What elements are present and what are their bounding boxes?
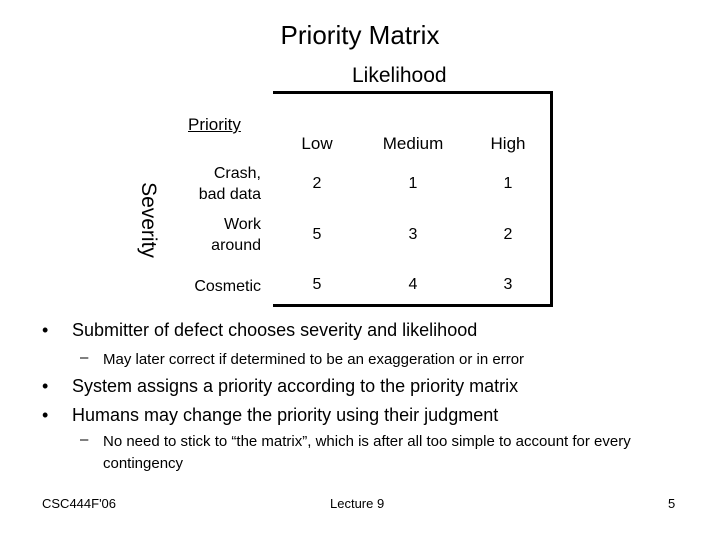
column-header-high: High (490, 134, 526, 153)
matrix-cell: 3 (408, 226, 418, 243)
row-label-line: Work (223, 216, 261, 233)
matrix-cell: 5 (312, 226, 322, 243)
matrix-cell: 1 (503, 175, 513, 192)
matrix-cell: 4 (408, 276, 418, 293)
dash-marker: – (80, 349, 89, 366)
bullet-text: System assigns a priority according to the priority matrix (72, 376, 519, 396)
column-header-medium: Medium (382, 134, 444, 153)
priority-label: Priority (188, 115, 241, 134)
severity-axis-label: Severity (137, 182, 160, 258)
dash-marker: – (80, 431, 89, 448)
slide-title: Priority Matrix (280, 20, 440, 50)
sub-bullet-text: No need to stick to “the matrix”, which is after all too simple to account for every contingency (103, 433, 631, 472)
row-label-line: Cosmetic (194, 278, 261, 295)
bullet-marker: • (42, 405, 49, 425)
bullet-text: Humans may change the priority using their judgment (72, 405, 499, 425)
footer-course-code: CSC444F'06 (42, 496, 117, 511)
footer-lecture: Lecture 9 (330, 496, 385, 511)
row-label-work-around (161, 214, 261, 256)
bullet-marker: • (42, 376, 49, 396)
row-label-crash (161, 163, 261, 205)
matrix-border (273, 91, 553, 307)
bullet-marker: • (42, 320, 49, 340)
sub-bullet-text: May later correct if determined to be an exaggeration or in error (103, 351, 525, 368)
row-label-line: Crash, (213, 165, 261, 182)
matrix-cell: 5 (312, 276, 322, 293)
likelihood-axis-label: Likelihood (352, 64, 447, 87)
matrix-cell: 2 (312, 175, 322, 192)
column-header-low: Low (301, 134, 333, 153)
matrix-cell: 2 (503, 226, 513, 243)
row-label-line: around (211, 237, 261, 254)
matrix-cell: 1 (408, 175, 418, 192)
footer-page-number: 5 (668, 496, 676, 511)
matrix-cell: 3 (503, 276, 513, 293)
row-label-cosmetic (161, 276, 261, 297)
bullet-text: Submitter of defect chooses severity and likelihood (72, 320, 478, 340)
row-label-line: bad data (198, 186, 261, 203)
